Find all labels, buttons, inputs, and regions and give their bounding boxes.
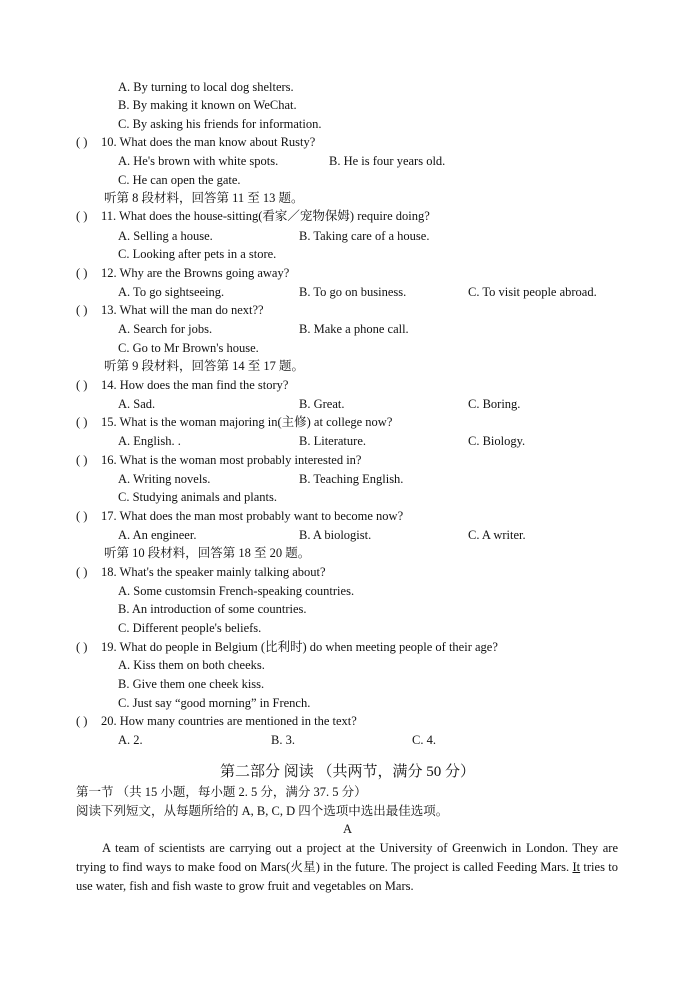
passage-text-2: tries to use water, fish and fish waste to grow fruit and vegetables on Mars. [76,860,618,893]
answer-blank-13[interactable]: ( ) [76,303,88,317]
q20-option-b: B. 3. [271,733,295,747]
section-header-8: 听第 8 段材料，回答第 11 至 13 题。 [104,191,304,205]
q19-option-b: B. Give them one cheek kiss. [118,677,265,691]
q11-option-c: C. Looking after pets in a store. [118,247,277,261]
q10-option-c: C. He can open the gate. [118,173,241,187]
q11-option-b: B. Taking care of a house. [299,229,430,243]
q19-option-c: C. Just say “good morning” in French. [118,696,311,710]
q18-option-b: B. An introduction of some countries. [118,602,307,616]
question-16: 16. What is the woman most probably interested in? [101,453,362,467]
answer-blank-16[interactable]: ( ) [76,453,88,467]
q9-option-a: A. By turning to local dog shelters. [118,80,294,94]
question-15: 15. What is the woman majoring in(主修) at college now? [101,415,393,429]
q9-option-b: B. By making it known on WeChat. [118,98,297,112]
underlined-it: It [572,860,581,874]
q15-option-a: A. English. . [118,434,181,448]
q14-option-a: A. Sad. [118,397,156,411]
q16-option-c: C. Studying animals and plants. [118,490,278,504]
q14-option-b: B. Great. [299,397,345,411]
answer-blank-18[interactable]: ( ) [76,565,88,579]
q17-option-c: C. A writer. [468,528,526,542]
question-17: 17. What does the man most probably want to become now? [101,509,404,523]
q16-option-b: B. Teaching English. [299,472,404,486]
question-18: 18. What's the speaker mainly talking about? [101,565,326,579]
passage-a-paragraph [76,839,618,896]
q15-option-b: B. Literature. [299,434,366,448]
question-10: 10. What does the man know about Rusty? [101,135,316,149]
question-13: 13. What will the man do next?? [101,303,264,317]
q14-option-c: C. Boring. [468,397,521,411]
passage-label: A [342,822,353,836]
answer-blank-14[interactable]: ( ) [76,378,88,392]
answer-blank-12[interactable]: ( ) [76,266,88,280]
q12-option-b: B. To go on business. [299,285,407,299]
q13-option-b: B. Make a phone call. [299,322,409,336]
q10-option-a: A. He's brown with white spots. [118,154,279,168]
answer-blank-11[interactable]: ( ) [76,209,88,223]
q12-option-c: C. To visit people abroad. [468,285,597,299]
answer-blank-17[interactable]: ( ) [76,509,88,523]
q13-option-c: C. Go to Mr Brown's house. [118,341,259,355]
q17-option-b: B. A biologist. [299,528,372,542]
q18-option-a: A. Some customsin French-speaking countries. [118,584,355,598]
q20-option-c: C. 4. [412,733,436,747]
question-11: 11. What does the house-sitting(看家／宠物保姆) require doing? [101,209,430,223]
section-header-10: 听第 10 段材料，回答第 18 至 20 题。 [104,546,311,560]
part2-title: 第二部分 阅读 （共两节，满分 50 分） [219,764,475,780]
question-14: 14. How does the man find the story? [101,378,289,392]
q15-option-c: C. Biology. [468,434,526,448]
reading-instruction: 阅读下列短文，从每题所给的 A, B, C, D 四个选项中选出最佳选项。 [76,804,449,818]
question-12: 12. Why are the Browns going away? [101,266,290,280]
q13-option-a: A. Search for jobs. [118,322,213,336]
q19-option-a: A. Kiss them on both cheeks. [118,658,265,672]
q18-option-c: C. Different people's beliefs. [118,621,262,635]
section-header-9: 听第 9 段材料，回答第 14 至 17 题。 [104,359,305,373]
passage-text-1: A team of scientists are carrying out a project at the University of Greenwich in London. They are trying to find ways to make food on Mars(火星) in the future. The project is called Feeding Mars. [76,841,618,874]
q12-option-a: A. To go sightseeing. [118,285,225,299]
q9-option-c: C. By asking his friends for information. [118,117,322,131]
answer-blank-19[interactable]: ( ) [76,640,88,654]
question-20: 20. How many countries are mentioned in the text? [101,714,357,728]
q10-option-b: B. He is four years old. [329,154,446,168]
q16-option-a: A. Writing novels. [118,472,211,486]
q20-option-a: A. 2. [118,733,143,747]
answer-blank-15[interactable]: ( ) [76,415,88,429]
answer-blank-20[interactable]: ( ) [76,714,88,728]
answer-blank-10[interactable]: ( ) [76,135,88,149]
q11-option-a: A. Selling a house. [118,229,213,243]
question-19: 19. What do people in Belgium (比利时) do when meeting people of their age? [101,640,498,654]
q17-option-a: A. An engineer. [118,528,197,542]
section1-heading: 第一节 （共 15 小题，每小题 2. 5 分，满分 37. 5 分） [76,785,367,799]
